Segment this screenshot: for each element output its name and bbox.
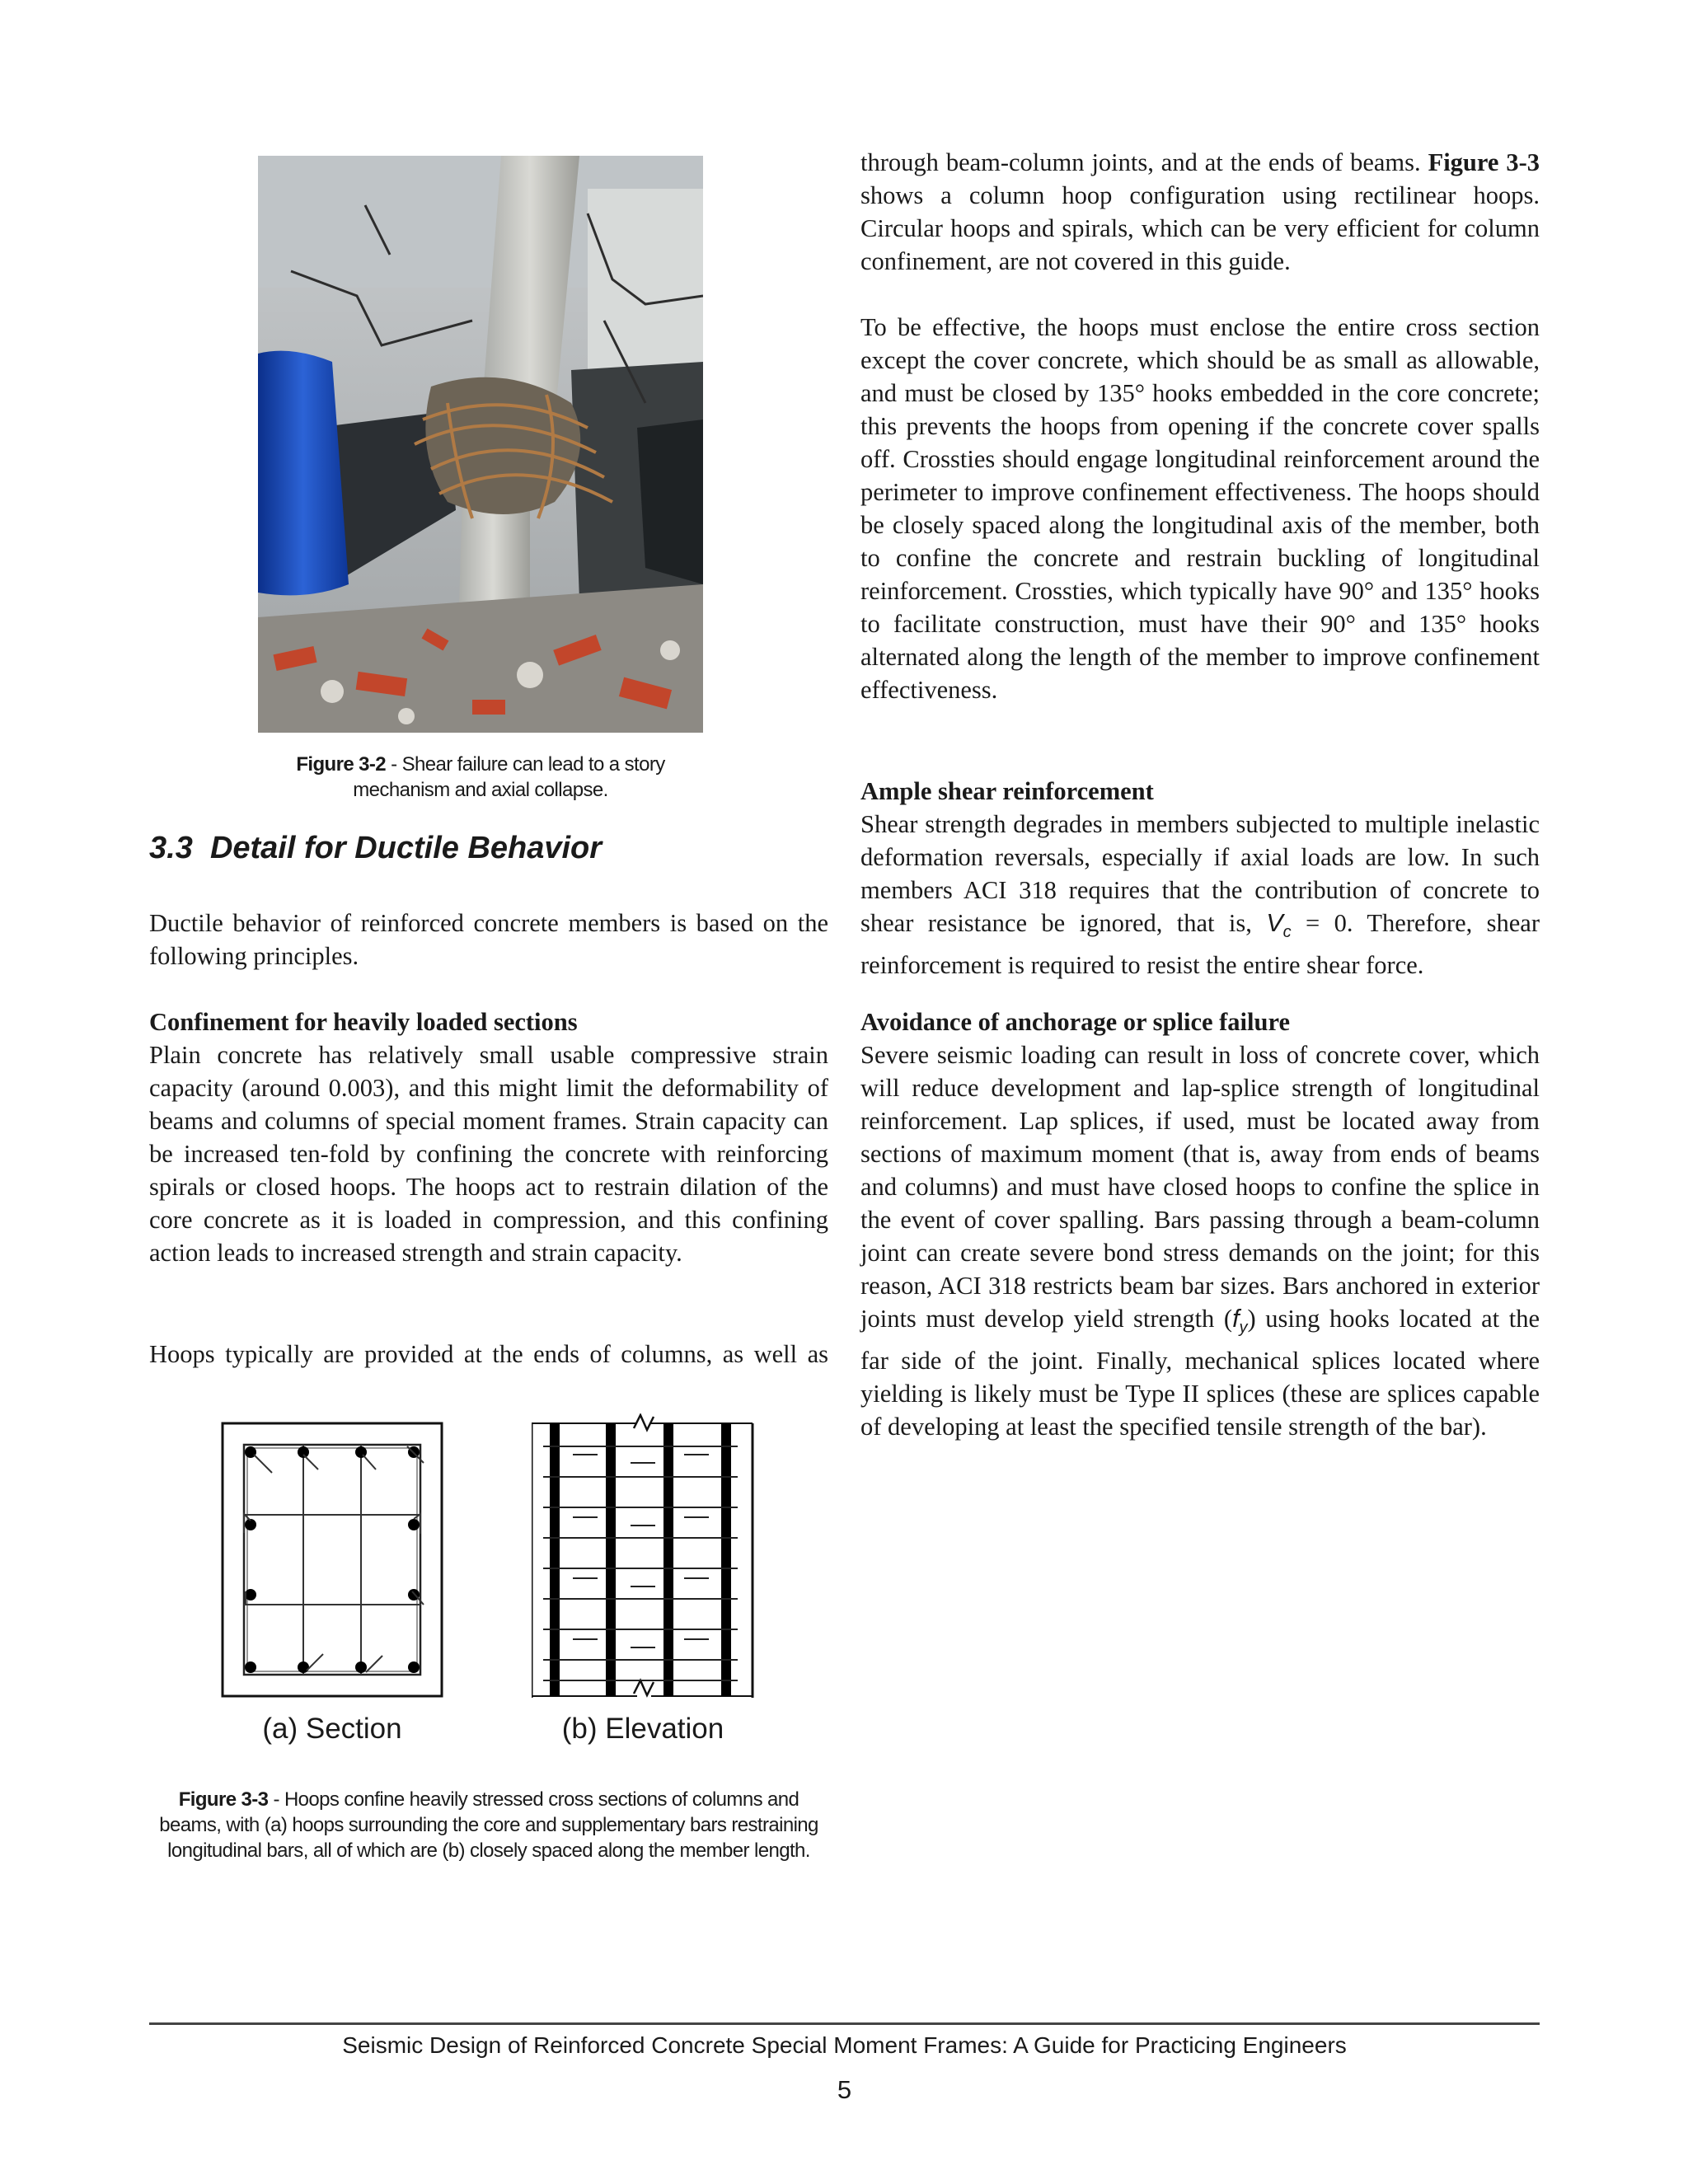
- confinement-paragraph-2-continued: [860, 146, 1540, 278]
- footer-rule: [149, 2022, 1540, 2025]
- figure-3-3-caption-text: - Hoops confine heavily stressed cross sections of columns and beams, with (a) hoops surrounding the core and supplementary bars restraining longitudinal bars, all of which are (b) closely spaced along the member length.: [159, 1788, 818, 1862]
- section-title: 3.3 Detail for Ductile Behavior: [149, 831, 603, 865]
- figure-3-3-caption: [149, 1787, 828, 1863]
- shear-text-b: = 0. Therefore, shear reinforcement is required to resist the entire shear force.: [860, 909, 1540, 980]
- anchorage-text-b: ) using hooks located at the far side of the joint. Finally, mechanical splices located where yielding is likely must be Type II splices (these are splices capable of developing at least the specified tensile strength of the bar).: [860, 1305, 1540, 1441]
- figure-3-2-caption: [258, 752, 703, 803]
- confinement-paragraph-1: Plain concrete has relatively small usable compressive strain capacity (around 0.003), and this might limit the deformability of beams and columns of special moment frames. Strain capacity can be increased ten-fold by confining the concrete with reinforcing spirals or closed hoops. The hoops act to restrain dilation of the core concrete as it is loaded in compression, and this confining action leads to increased strength and strain capacity.: [149, 1041, 828, 1267]
- figure-3-3-elevation-diagram: [532, 1413, 754, 1698]
- shear-heading: Ample shear reinforcement: [860, 777, 1154, 805]
- figure-3-2-label: Figure 3-2: [296, 753, 387, 776]
- figure-3-3-reference: Figure 3-3: [1428, 148, 1540, 176]
- confinement-paragraph-2-start: Hoops typically are provided at the ends of columns, as well as: [149, 1340, 828, 1368]
- figure-3-3-label: Figure 3-3: [178, 1788, 269, 1811]
- anchorage-paragraph: [860, 1038, 1540, 1443]
- shear-text-a: Shear strength degrades in members subjected to multiple inelastic deformation reversals, especially if axial loads are low. In such members ACI 318 requires that the contribution of concrete to shear resistance be ignored, that is,: [860, 810, 1540, 937]
- figure-3-2-caption-text: - Shear failure can lead to a story mechanism and axial collapse.: [353, 753, 665, 801]
- p2-cont-b: shows a column hoop configuration using rectilinear hoops. Circular hoops and spirals, which can be very efficient for column confinement, are not covered in this guide.: [860, 181, 1540, 275]
- footer-title: Seismic Design of Reinforced Concrete Special Moment Frames: A Guide for Practicing Engineers: [342, 2032, 1347, 2058]
- shear-variable: $V_c$: [1266, 909, 1292, 942]
- figure-3-3-label-b: (b) Elevation: [561, 1713, 724, 1745]
- page-number: 5: [837, 2075, 852, 2104]
- anchorage-heading: Avoidance of anchorage or splice failure: [860, 1008, 1290, 1036]
- confinement-paragraph-3: To be effective, the hoops must enclose the entire cross section except the cover concrete, which should be as small as allowable, and must be closed by 135° hooks embedded in the core concrete; this prevents the hoops from opening if the concrete cover spalls off. Crossties should engage longitudinal reinforcement around the perimeter to improve confinement effectiveness. The hoops should be closely spaced along the longitudinal axis of the member, both to confine the concrete and restrain buckling of longitudinal reinforcement. Crossties, which typically have 90° and 135° hooks to facilitate construction, must have their 90° and 135° hooks alternated along the length of the member to improve confinement effectiveness.: [860, 313, 1540, 704]
- shear-paragraph: [860, 808, 1540, 982]
- section-intro: Ductile behavior of reinforced concrete members is based on the following principles.: [149, 909, 828, 970]
- figure-3-3-label-a: (a) Section: [262, 1713, 402, 1745]
- anchorage-text-a: Severe seismic loading can result in loss of concrete cover, which will reduce development and lap-splice strength of longitudinal reinforcement. Lap splices, if used, must be located away from sections of maximum moment (that is, away from ends of beams and columns) and must have closed hoops to confine the splice in the event of cover spalling. Bars passing through a beam-column joint can create severe bond stress demands on the joint; for this reason, ACI 318 restricts beam bar sizes. Bars anchored in exterior joints must develop yield strength (: [860, 1041, 1540, 1333]
- anchorage-variable: $f_y$: [1232, 1305, 1248, 1338]
- p2-cont-a: through beam-column joints, and at the ends of beams.: [860, 148, 1428, 176]
- figure-3-3-section-diagram: [221, 1422, 443, 1698]
- figure-3-2-photo: [258, 156, 703, 733]
- confinement-heading: Confinement for heavily loaded sections: [149, 1008, 578, 1036]
